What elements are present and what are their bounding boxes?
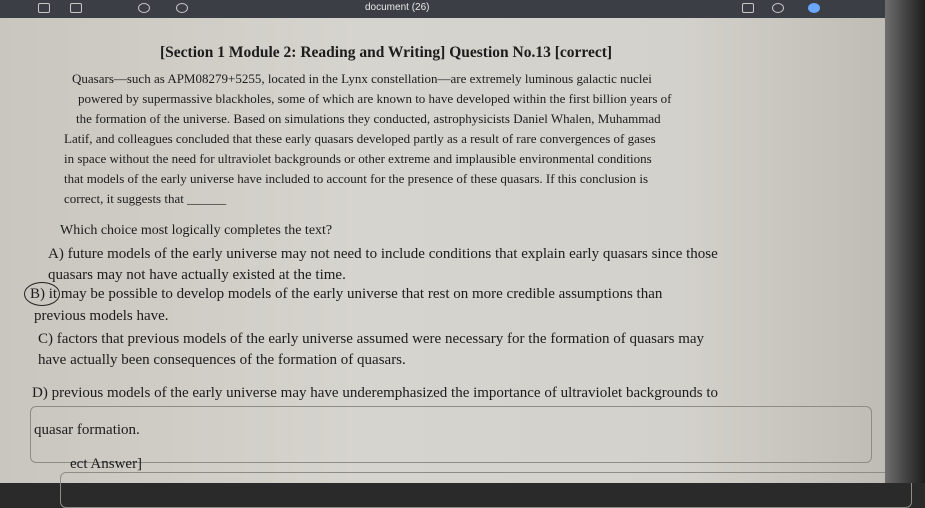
passage-line: that models of the early universe have included to account for the presence of these quasars. If this conclusion is (64, 171, 649, 186)
option-b-line-2[interactable]: previous models have. (34, 308, 169, 324)
profile-icon[interactable] (808, 3, 820, 13)
title-bar (0, 0, 925, 18)
passage-line: the formation of the universe. Based on simulations they conducted, astrophysicists Daniel Whalen, Muhammad (76, 111, 661, 126)
answer-button-label[interactable]: ect Answer] (70, 456, 143, 472)
history-icon[interactable] (138, 3, 150, 13)
option-b-line-1[interactable]: B) it may be possible to develop models of the early universe that rest on more credible assumptions than (30, 286, 663, 302)
play-icon[interactable] (176, 3, 188, 13)
document-page (0, 18, 905, 483)
passage-line: powered by supermassive blackholes, some of which are known to have developed within the first billion years of (78, 91, 672, 106)
share-icon[interactable] (772, 3, 784, 13)
tab-icon[interactable] (70, 3, 82, 13)
option-d-line-1[interactable]: D) previous models of the early universe may have underemphasized the importance of ultraviolet backgrounds to (32, 385, 719, 401)
passage-line: Quasars—such as APM08279+5255, located in the Lynx constellation—are extremely luminous galactic nuclei (72, 71, 652, 86)
option-c-line-1[interactable]: C) factors that previous models of the early universe assumed were necessary for the formation of quasars may (38, 331, 705, 347)
answer-button[interactable] (60, 472, 912, 508)
screen-edge (885, 0, 925, 483)
passage-line: in space without the need for ultraviolet backgrounds or other extreme and implausible environmental conditions (64, 151, 652, 166)
option-a-line-2[interactable]: quasars may not have actually existed at the time. (48, 267, 346, 283)
option-c-line-2[interactable]: have actually been consequences of the formation of quasars. (38, 352, 406, 368)
window-title: document (26) (365, 2, 430, 13)
passage-line: correct, it suggests that ______ (64, 191, 227, 206)
question-heading: [Section 1 Module 2: Reading and Writing] Question No.13 [correct] (160, 44, 613, 61)
option-a-line-1[interactable]: A) future models of the early universe may not need to include conditions that explain early quasars since those (48, 246, 718, 262)
menu-icon[interactable] (38, 3, 50, 13)
window-icon[interactable] (742, 3, 754, 13)
question-prompt: Which choice most logically completes the text? (60, 223, 333, 238)
option-d-box (30, 406, 872, 463)
passage-line: Latif, and colleagues concluded that these early quasars developed partly as a result of rare convergences of gases (64, 131, 656, 146)
option-d-line-2[interactable]: quasar formation. (34, 422, 140, 438)
